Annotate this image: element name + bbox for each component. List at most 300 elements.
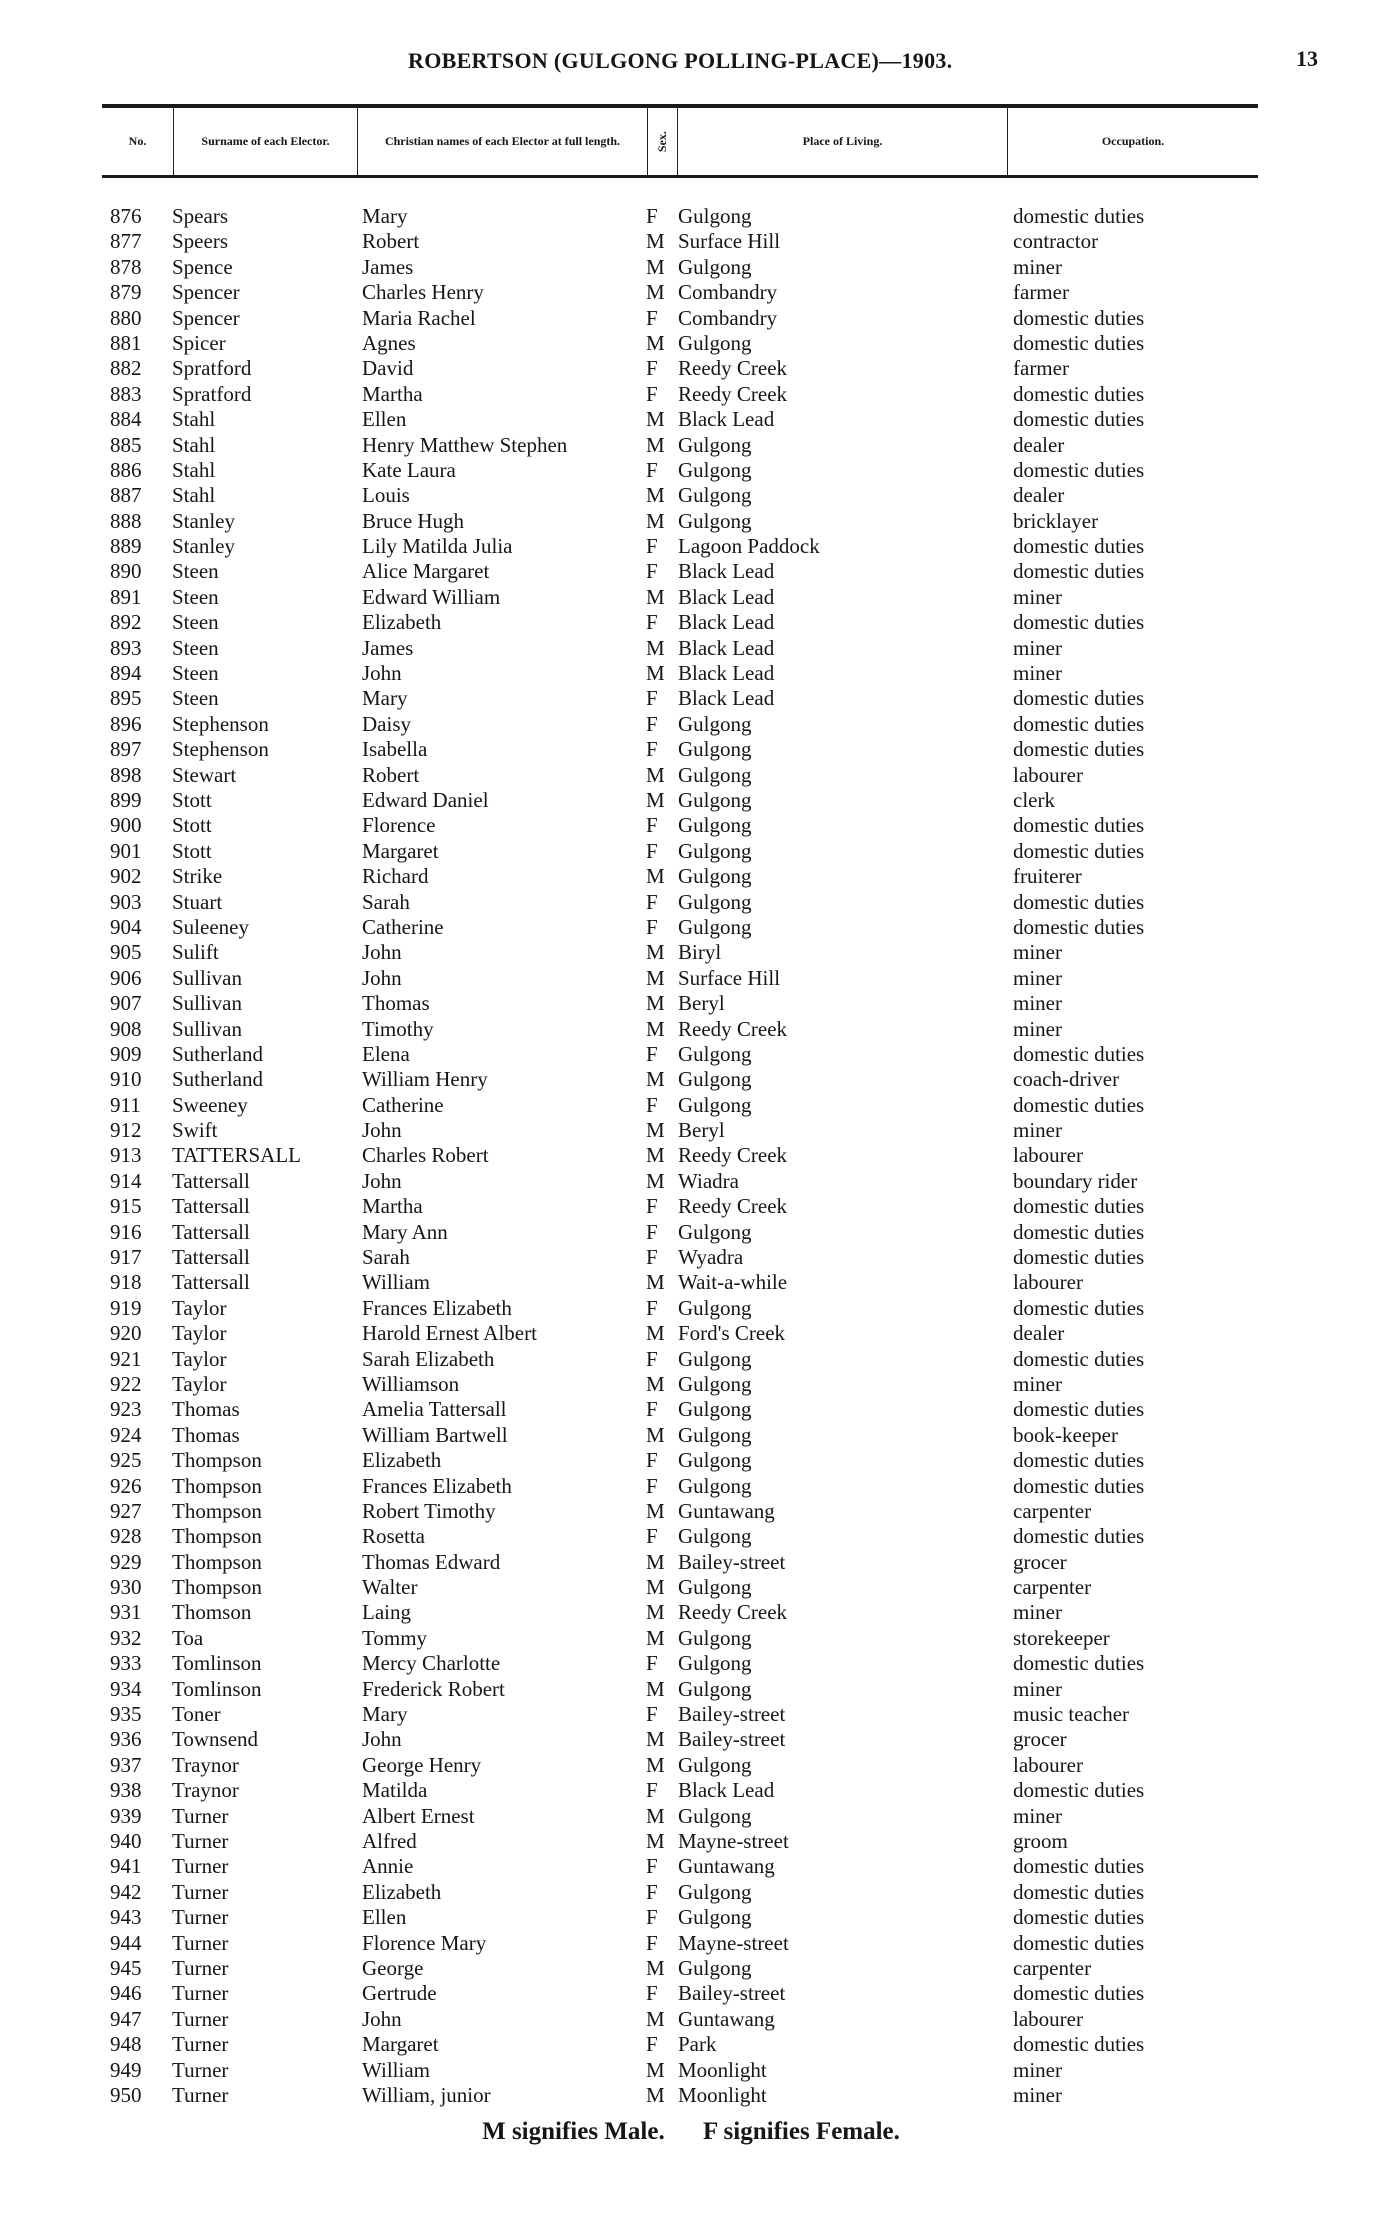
- elector-surname: Turner: [172, 1930, 229, 1955]
- elector-christian-names: Ellen: [362, 1905, 407, 1930]
- elector-surname: Steen: [172, 559, 219, 584]
- elector-place: Gulgong: [678, 864, 752, 889]
- elector-row: [0, 1905, 1382, 1930]
- elector-christian-names: Amelia Tattersall: [362, 1397, 507, 1422]
- elector-place: Gulgong: [678, 1067, 752, 1092]
- elector-christian-names: Frances Elizabeth: [362, 1295, 512, 1320]
- elector-sex: F: [646, 559, 658, 584]
- elector-place: Reedy Creek: [678, 1194, 788, 1219]
- elector-row: [0, 890, 1382, 915]
- elector-row: [0, 2058, 1382, 2083]
- elector-place: Gulgong: [678, 432, 752, 457]
- elector-row: [0, 2007, 1382, 2032]
- elector-number: 928: [110, 1524, 142, 1549]
- elector-row: [0, 534, 1382, 559]
- elector-place: Reedy Creek: [678, 356, 788, 381]
- elector-occupation: music teacher: [1013, 1702, 1130, 1727]
- elector-surname: Stahl: [172, 432, 216, 457]
- elector-occupation: miner: [1013, 1676, 1062, 1701]
- elector-number: 933: [110, 1651, 142, 1676]
- elector-sex: F: [646, 1194, 658, 1219]
- elector-place: Gulgong: [678, 1651, 752, 1676]
- elector-occupation: domestic duties: [1013, 1905, 1145, 1930]
- elector-christian-names: James: [362, 254, 414, 279]
- elector-occupation: miner: [1013, 991, 1062, 1016]
- elector-surname: Steen: [172, 661, 219, 686]
- elector-row: [0, 1067, 1382, 1092]
- elector-christian-names: Agnes: [362, 330, 416, 355]
- elector-christian-names: Elizabeth: [362, 1448, 442, 1473]
- elector-surname: Suleeney: [172, 914, 249, 939]
- elector-occupation: bricklayer: [1013, 508, 1099, 533]
- elector-sex: F: [646, 356, 658, 381]
- header-no: No.: [102, 108, 174, 175]
- elector-surname: Turner: [172, 1829, 229, 1853]
- elector-sex: F: [646, 1219, 658, 1244]
- elector-occupation: boundary rider: [1013, 1168, 1138, 1193]
- elector-surname: Spencer: [172, 305, 240, 330]
- elector-sex: F: [646, 1930, 658, 1955]
- elector-christian-names: Mercy Charlotte: [362, 1651, 501, 1676]
- elector-surname: Swift: [172, 1118, 218, 1143]
- elector-sex: F: [646, 1651, 658, 1676]
- elector-sex: M: [646, 1422, 665, 1447]
- elector-sex: F: [646, 610, 658, 635]
- elector-place: Gulgong: [678, 204, 752, 228]
- elector-occupation: miner: [1013, 965, 1062, 990]
- elector-row: [0, 1474, 1382, 1499]
- elector-occupation: grocer: [1013, 1727, 1067, 1752]
- elector-christian-names: Albert Ernest: [362, 1803, 475, 1828]
- elector-place: Gulgong: [678, 1575, 752, 1600]
- elector-sex: M: [646, 1829, 665, 1853]
- elector-christian-names: David: [362, 356, 414, 381]
- elector-christian-names: Mary Ann: [362, 1219, 448, 1244]
- elector-number: 937: [110, 1752, 142, 1777]
- elector-surname: Tomlinson: [172, 1676, 262, 1701]
- elector-sex: M: [646, 1955, 665, 1980]
- elector-sex: F: [646, 1981, 658, 2006]
- elector-row: [0, 483, 1382, 508]
- elector-surname: Sweeney: [172, 1092, 248, 1117]
- elector-row: [0, 1321, 1382, 1346]
- elector-place: Mayne-street: [678, 1930, 789, 1955]
- elector-christian-names: Margaret: [362, 838, 439, 863]
- elector-christian-names: Elizabeth: [362, 1879, 442, 1904]
- elector-place: Beryl: [678, 1118, 725, 1143]
- elector-row: [0, 1981, 1382, 2006]
- elector-place: Bailey-street: [678, 1727, 786, 1752]
- elector-surname: Traynor: [172, 1778, 239, 1803]
- elector-occupation: miner: [1013, 661, 1062, 686]
- elector-christian-names: Elena: [362, 1041, 410, 1066]
- elector-sex: F: [646, 1295, 658, 1320]
- elector-number: 900: [110, 813, 142, 838]
- elector-place: Wait-a-while: [678, 1270, 788, 1295]
- elector-place: Gulgong: [678, 1473, 752, 1498]
- elector-christian-names: Mary: [362, 1702, 408, 1727]
- elector-row: [0, 661, 1382, 686]
- elector-surname: Sutherland: [172, 1067, 263, 1092]
- elector-place: Lagoon Paddock: [678, 534, 820, 559]
- elector-sex: M: [646, 1498, 665, 1523]
- elector-place: Guntawang: [678, 2006, 775, 2031]
- elector-christian-names: John: [362, 1118, 402, 1143]
- elector-occupation: domestic duties: [1013, 1397, 1145, 1422]
- elector-row: [0, 991, 1382, 1016]
- elector-place: Beryl: [678, 991, 725, 1016]
- elector-place: Gulgong: [678, 1422, 752, 1447]
- elector-number: 907: [110, 991, 142, 1016]
- elector-christian-names: Frances Elizabeth: [362, 1473, 512, 1498]
- elector-sex: F: [646, 1778, 658, 1803]
- elector-sex: M: [646, 787, 665, 812]
- elector-occupation: dealer: [1013, 483, 1065, 508]
- elector-place: Gulgong: [678, 457, 752, 482]
- page-header: [0, 40, 1382, 80]
- elector-surname: Turner: [172, 1955, 229, 1980]
- elector-occupation: fruiterer: [1013, 864, 1082, 889]
- elector-row: [0, 686, 1382, 711]
- elector-place: Reedy Creek: [678, 381, 788, 406]
- elector-surname: Taylor: [172, 1371, 227, 1396]
- elector-number: 947: [110, 2006, 142, 2031]
- elector-christian-names: Catherine: [362, 1092, 444, 1117]
- elector-christian-names: Williamson: [362, 1371, 460, 1396]
- elector-number: 919: [110, 1295, 142, 1320]
- elector-row: [0, 559, 1382, 584]
- elector-sex: M: [646, 280, 665, 305]
- elector-place: Black Lead: [678, 584, 775, 609]
- elector-surname: TATTERSALL: [172, 1143, 301, 1168]
- elector-sex: F: [646, 737, 658, 762]
- elector-row: [0, 1753, 1382, 1778]
- elector-christian-names: Ellen: [362, 407, 407, 432]
- elector-christian-names: Florence: [362, 813, 436, 838]
- elector-row: [0, 763, 1382, 788]
- elector-surname: Turner: [172, 1905, 229, 1930]
- elector-number: 915: [110, 1194, 142, 1219]
- elector-row: [0, 1804, 1382, 1829]
- elector-number: 902: [110, 864, 142, 889]
- elector-christian-names: John: [362, 940, 402, 965]
- elector-occupation: domestic duties: [1013, 813, 1145, 838]
- elector-number: 894: [110, 661, 142, 686]
- elector-occupation: farmer: [1013, 356, 1069, 381]
- elector-row: [0, 788, 1382, 813]
- elector-sex: M: [646, 1168, 665, 1193]
- elector-row: [0, 1702, 1382, 1727]
- elector-christian-names: Margaret: [362, 2032, 439, 2057]
- elector-occupation: domestic duties: [1013, 1651, 1145, 1676]
- elector-row: [0, 1651, 1382, 1676]
- elector-sex: M: [646, 1143, 665, 1168]
- elector-surname: Turner: [172, 2032, 229, 2057]
- elector-occupation: miner: [1013, 1600, 1062, 1625]
- elector-surname: Tomlinson: [172, 1651, 262, 1676]
- elector-place: Moonlight: [678, 2057, 767, 2082]
- elector-place: Gulgong: [678, 1092, 752, 1117]
- elector-christian-names: Catherine: [362, 914, 444, 939]
- elector-sex: M: [646, 229, 665, 254]
- elector-row: [0, 636, 1382, 661]
- elector-christian-names: Tommy: [362, 1625, 428, 1650]
- electors-list: [0, 204, 1382, 2108]
- elector-row: [0, 255, 1382, 280]
- elector-number: 890: [110, 559, 142, 584]
- elector-row: [0, 2032, 1382, 2057]
- elector-row: [0, 1372, 1382, 1397]
- elector-occupation: carpenter: [1013, 1498, 1092, 1523]
- elector-row: [0, 407, 1382, 432]
- elector-row: [0, 1143, 1382, 1168]
- elector-sex: M: [646, 1625, 665, 1650]
- elector-number: 880: [110, 305, 142, 330]
- elector-surname: Sullivan: [172, 965, 243, 990]
- elector-number: 932: [110, 1625, 142, 1650]
- header-christian-names: Christian names of each Elector at full length.: [358, 108, 648, 175]
- elector-occupation: dealer: [1013, 432, 1065, 457]
- elector-row: [0, 839, 1382, 864]
- elector-surname: Steen: [172, 635, 219, 660]
- table-header: [102, 104, 1258, 178]
- elector-row: [0, 1880, 1382, 1905]
- elector-christian-names: Mary: [362, 204, 408, 228]
- elector-christian-names: Robert: [362, 229, 420, 254]
- elector-number: 942: [110, 1879, 142, 1904]
- elector-occupation: miner: [1013, 635, 1062, 660]
- elector-occupation: carpenter: [1013, 1575, 1092, 1600]
- elector-number: 950: [110, 2082, 142, 2107]
- elector-surname: Spicer: [172, 330, 226, 355]
- elector-occupation: domestic duties: [1013, 1448, 1145, 1473]
- elector-number: 949: [110, 2057, 142, 2082]
- elector-sex: F: [646, 1524, 658, 1549]
- elector-occupation: domestic duties: [1013, 534, 1145, 559]
- elector-place: Bailey-street: [678, 1702, 786, 1727]
- elector-number: 910: [110, 1067, 142, 1092]
- elector-christian-names: Gertrude: [362, 1981, 437, 2006]
- elector-occupation: domestic duties: [1013, 1245, 1145, 1270]
- elector-occupation: domestic duties: [1013, 838, 1145, 863]
- elector-row: [0, 280, 1382, 305]
- elector-surname: Turner: [172, 1854, 229, 1879]
- elector-surname: Stewart: [172, 762, 237, 787]
- elector-place: Gulgong: [678, 914, 752, 939]
- elector-occupation: labourer: [1013, 2006, 1083, 2031]
- header-occupation: Occupation.: [1101, 133, 1165, 148]
- elector-number: 945: [110, 1955, 142, 1980]
- elector-surname: Taylor: [172, 1295, 227, 1320]
- elector-number: 881: [110, 330, 142, 355]
- elector-christian-names: John: [362, 965, 402, 990]
- elector-sex: M: [646, 635, 665, 660]
- elector-place: Gulgong: [678, 508, 752, 533]
- elector-christian-names: Richard: [362, 864, 429, 889]
- elector-surname: Stuart: [172, 889, 223, 914]
- elector-place: Gulgong: [678, 787, 752, 812]
- elector-occupation: labourer: [1013, 762, 1083, 787]
- elector-row: [0, 1829, 1382, 1854]
- elector-sex: F: [646, 457, 658, 482]
- elector-occupation: domestic duties: [1013, 711, 1145, 736]
- elector-number: 912: [110, 1118, 142, 1143]
- elector-occupation: domestic duties: [1013, 737, 1145, 762]
- elector-place: Mayne-street: [678, 1829, 789, 1853]
- elector-christian-names: James: [362, 635, 414, 660]
- elector-sex: M: [646, 1575, 665, 1600]
- elector-surname: Tattersall: [172, 1245, 250, 1270]
- elector-sex: M: [646, 2082, 665, 2107]
- elector-number: 889: [110, 534, 142, 559]
- header-sex: Sex.: [648, 108, 678, 175]
- elector-christian-names: Henry Matthew Stephen: [362, 432, 568, 457]
- elector-surname: Spears: [172, 204, 228, 228]
- elector-number: 895: [110, 686, 142, 711]
- elector-sex: M: [646, 1803, 665, 1828]
- elector-number: 913: [110, 1143, 142, 1168]
- elector-number: 948: [110, 2032, 142, 2057]
- elector-surname: Spratford: [172, 381, 252, 406]
- elector-christian-names: William: [362, 2057, 430, 2082]
- elector-number: 876: [110, 204, 142, 228]
- elector-place: Black Lead: [678, 686, 775, 711]
- elector-row: [0, 1524, 1382, 1549]
- elector-occupation: domestic duties: [1013, 889, 1145, 914]
- elector-row: [0, 813, 1382, 838]
- elector-occupation: domestic duties: [1013, 381, 1145, 406]
- elector-christian-names: William: [362, 1270, 430, 1295]
- elector-number: 878: [110, 254, 142, 279]
- elector-sex: F: [646, 1346, 658, 1371]
- elector-christian-names: Rosetta: [362, 1524, 425, 1549]
- elector-christian-names: Sarah Elizabeth: [362, 1346, 495, 1371]
- elector-christian-names: Thomas: [362, 991, 430, 1016]
- elector-row: [0, 229, 1382, 254]
- elector-surname: Spencer: [172, 280, 240, 305]
- elector-occupation: domestic duties: [1013, 610, 1145, 635]
- elector-place: Gulgong: [678, 711, 752, 736]
- elector-place: Black Lead: [678, 1778, 775, 1803]
- elector-sex: M: [646, 2057, 665, 2082]
- elector-place: Gulgong: [678, 1955, 752, 1980]
- elector-sex: F: [646, 1092, 658, 1117]
- elector-surname: Thompson: [172, 1473, 262, 1498]
- elector-number: 905: [110, 940, 142, 965]
- elector-number: 892: [110, 610, 142, 635]
- elector-place: Gulgong: [678, 1803, 752, 1828]
- elector-row: [0, 610, 1382, 635]
- elector-surname: Sutherland: [172, 1041, 263, 1066]
- legend-footer: [0, 2118, 1382, 2146]
- elector-surname: Spence: [172, 254, 233, 279]
- elector-christian-names: Elizabeth: [362, 610, 442, 635]
- elector-occupation: carpenter: [1013, 1955, 1092, 1980]
- elector-christian-names: William Henry: [362, 1067, 488, 1092]
- elector-occupation: domestic duties: [1013, 1041, 1145, 1066]
- elector-occupation: miner: [1013, 1118, 1062, 1143]
- elector-surname: Sullivan: [172, 991, 243, 1016]
- elector-surname: Townsend: [172, 1727, 259, 1752]
- elector-place: Gulgong: [678, 1397, 752, 1422]
- elector-row: [0, 1677, 1382, 1702]
- elector-surname: Turner: [172, 1981, 229, 2006]
- elector-christian-names: Maria Rachel: [362, 305, 476, 330]
- elector-christian-names: Robert: [362, 762, 420, 787]
- elector-christian-names: John: [362, 2006, 402, 2031]
- elector-row: [0, 1042, 1382, 1067]
- elector-sex: M: [646, 1067, 665, 1092]
- elector-christian-names: John: [362, 1727, 402, 1752]
- elector-sex: M: [646, 864, 665, 889]
- elector-number: 883: [110, 381, 142, 406]
- elector-surname: Turner: [172, 2006, 229, 2031]
- elector-surname: Stott: [172, 838, 212, 863]
- elector-row: [0, 356, 1382, 381]
- elector-occupation: domestic duties: [1013, 1930, 1145, 1955]
- elector-surname: Taylor: [172, 1321, 227, 1346]
- elector-sex: M: [646, 1321, 665, 1346]
- elector-occupation: domestic duties: [1013, 407, 1145, 432]
- elector-sex: M: [646, 584, 665, 609]
- elector-number: 901: [110, 838, 142, 863]
- elector-christian-names: Edward Daniel: [362, 787, 489, 812]
- elector-occupation: miner: [1013, 1371, 1062, 1396]
- elector-occupation: labourer: [1013, 1143, 1083, 1168]
- elector-place: Wiadra: [678, 1168, 739, 1193]
- elector-occupation: miner: [1013, 1016, 1062, 1041]
- elector-row: [0, 1499, 1382, 1524]
- elector-sex: M: [646, 965, 665, 990]
- elector-place: Biryl: [678, 940, 722, 965]
- elector-surname: Turner: [172, 2082, 229, 2107]
- elector-place: Combandry: [678, 305, 778, 330]
- elector-place: Bailey-street: [678, 1981, 786, 2006]
- elector-row: [0, 331, 1382, 356]
- elector-place: Bailey-street: [678, 1549, 786, 1574]
- elector-surname: Steen: [172, 686, 219, 711]
- elector-number: 939: [110, 1803, 142, 1828]
- elector-surname: Tattersall: [172, 1270, 250, 1295]
- elector-sex: F: [646, 1245, 658, 1270]
- elector-surname: Steen: [172, 584, 219, 609]
- elector-occupation: coach-driver: [1013, 1067, 1120, 1092]
- elector-sex: F: [646, 305, 658, 330]
- header-place: Place of Living.: [678, 108, 1008, 175]
- elector-christian-names: Alice Margaret: [362, 559, 490, 584]
- elector-number: 934: [110, 1676, 142, 1701]
- elector-sex: M: [646, 762, 665, 787]
- elector-sex: M: [646, 254, 665, 279]
- elector-surname: Tattersall: [172, 1168, 250, 1193]
- elector-sex: F: [646, 1905, 658, 1930]
- elector-sex: M: [646, 407, 665, 432]
- elector-occupation: miner: [1013, 254, 1062, 279]
- elector-surname: Thompson: [172, 1575, 262, 1600]
- elector-occupation: grocer: [1013, 1549, 1067, 1574]
- elector-place: Gulgong: [678, 1752, 752, 1777]
- elector-row: [0, 1347, 1382, 1372]
- elector-place: Black Lead: [678, 407, 775, 432]
- elector-surname: Stahl: [172, 483, 216, 508]
- elector-place: Gulgong: [678, 838, 752, 863]
- elector-sex: M: [646, 1752, 665, 1777]
- elector-row: [0, 458, 1382, 483]
- elector-christian-names: Daisy: [362, 711, 411, 736]
- elector-row: [0, 1956, 1382, 1981]
- elector-place: Gulgong: [678, 1879, 752, 1904]
- elector-sex: F: [646, 889, 658, 914]
